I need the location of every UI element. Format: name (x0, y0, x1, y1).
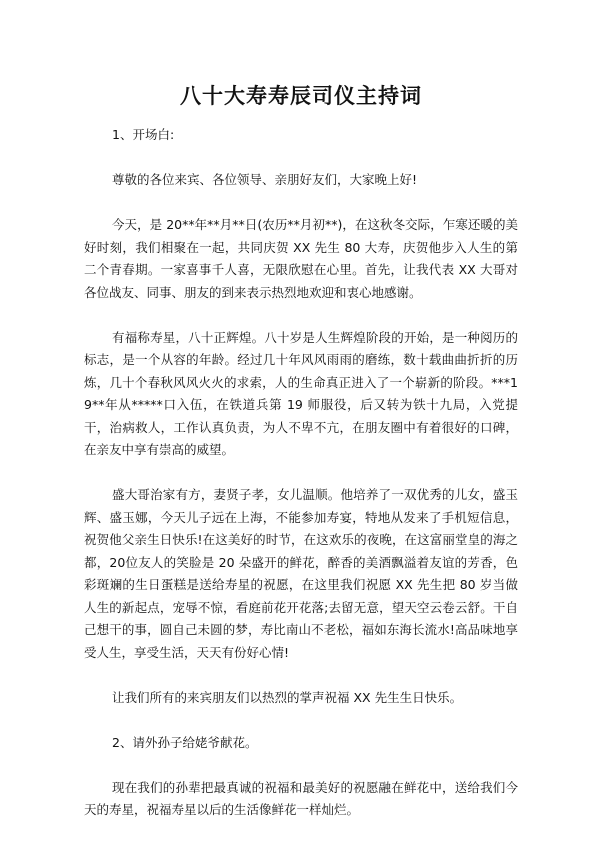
document-title: 八十大寿寿辰司仪主持词 (180, 84, 422, 108)
paragraph-biography: 有福称寿星，八十正辉煌。八十岁是人生辉煌阶段的开始，是一种阅历的标志，是一个从容的年龄。经过几十年风风雨雨的磨练，数十载曲曲折折的历炼，几十个春秋风风火火的求索，人的生命真正进入了一个崭新的阶段。***19**年从*****口入伍，在铁道兵第 19 师服役，后又转为铁十九局，入党提干，治病救人，工作认真负责，为人不卑不亢，在朋友圈中有着很好的口碑，在亲友中享有崇高的威望。 (84, 329, 518, 457)
section-heading-flowers: 2、请外孙子给姥爷献花。 (112, 734, 258, 750)
paragraph-introduction: 今天，是 20**年**月**日(农历**月初**)，在这秋冬交际，乍寒还暖的美好时刻，我们相聚在一起，共同庆贺 XX 先生 80 大寿，庆贺他步入人生的第二个青春期。一家喜事千人喜，无限欣慰在心里。首先，让我代表 XX 大哥对各位战友、同事、朋友的到来表示热烈地欢迎和衷心地感谢。 (84, 217, 518, 300)
paragraph-applause: 让我们所有的来宾朋友们以热烈的掌声祝福 XX 先生生日快乐。 (112, 689, 463, 705)
paragraph-family-wishes: 盛大哥治家有方，妻贤子孝，女儿温顺。他培养了一双优秀的儿女，盛玉辉、盛玉娜，今天儿子远在上海，不能参加寿宴，特地从发来了手机短信息，祝贺他父亲生日快乐!在这美好的时节，在这欢乐的夜晚，在这富丽堂皇的海之都，20位友人的笑脸是 20 朵盛开的鲜花，醉香的美酒飘溢着友谊的芳香，色彩斑斓的生日蛋糕是送给寿星的祝愿，在这里我们祝愿 XX 先生把 80 岁当做人生的新起点，宠辱不惊，看庭前花开花落;去留无意，望天空云卷云舒。干自己想干的事，圆自己未圆的梦，寿比南山不老松，福如东海长流水!高品味地享受人生，享受生活，天天有份好心情! (84, 487, 518, 660)
section-heading-opening: 1、开场白: (112, 127, 175, 142)
paragraph-flowers: 现在我们的孙辈把最真诚的祝福和最美好的祝愿融在鲜花中，送给我们今天的寿星，祝福寿星以后的生活像鲜花一样灿烂。 (84, 779, 518, 817)
paragraph-greeting: 尊敬的各位来宾、各位领导、亲朋好友们，大家晚上好! (112, 172, 418, 187)
